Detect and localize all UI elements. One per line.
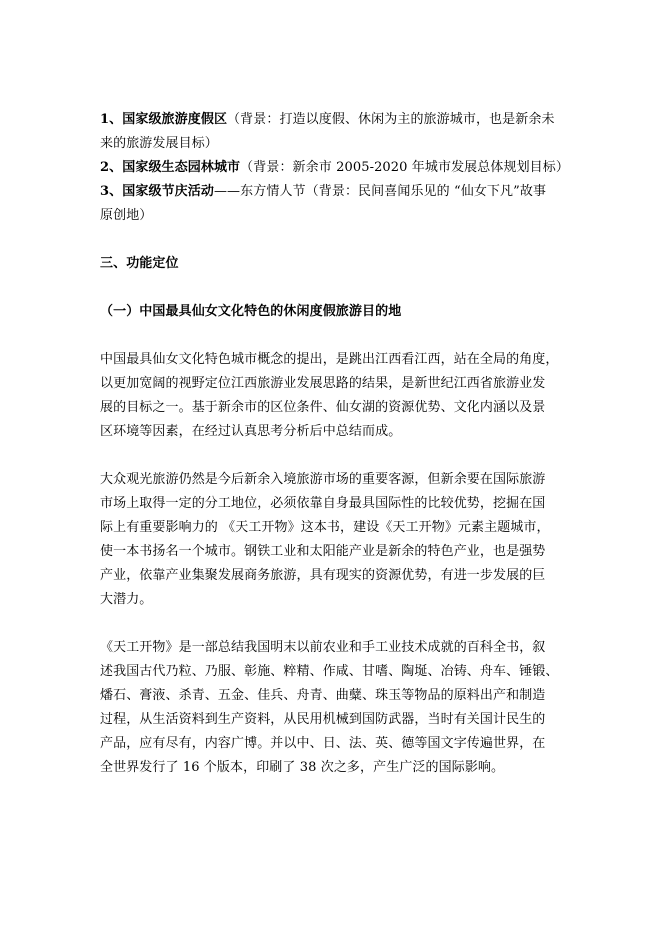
paragraph-line: 大众观光旅游仍然是今后新余入境旅游市场的重要客源，但新余要在国际旅游 [100,472,546,487]
paragraph-line: 区环境等因素，在经过认真思考分析后中总结而成。 [100,424,402,439]
document-body [100,108,569,780]
paragraph-line: 以更加宽阔的视野定位江西旅游业发展思路的结果，是新世纪江西省旅游业发 [100,376,546,391]
list-item-1 [100,108,562,132]
paragraph-line: 过程，从生活资料到生产资料，从民用机械到国防武器，当时有关国计民生的 [100,712,546,727]
paragraph-line: 燔石、膏液、杀青、五金、佳兵、舟青、曲糵、珠玉等物品的原料出产和制造 [100,688,546,703]
section-heading: 三、功能定位 [100,256,179,271]
list-item-3-text: ——东方情人节（背景：民间喜闻乐见的 “仙女下凡”故事 [213,184,547,199]
paragraph-line: 市场上取得一定的分工地位，必须依靠自身最具国际性的比较优势，挖掘在国 [100,496,546,511]
paragraph-1 [100,348,562,444]
paragraph-line: 述我国古代乃粒、乃服、彰施、粹精、作咸、甘嗜、陶埏、冶铸、舟车、锤锻、 [100,664,559,679]
paragraph-line: 全世界发行了 16 个版本，印刷了 38 次之多，产生广泛的国际影响。 [100,760,505,775]
list-item-1-text: （背景：打造以度假、休闲为主的旅游城市，也是新余未 [227,112,555,127]
paragraph-line: 产品，应有尽有，内容广博。并以中、日、法、英、德等国文字传遍世界，在 [100,736,546,751]
paragraph-line: 《天工开物》是一部总结我国明末以前农业和手工业技术成就的百科全书，叙 [100,640,546,655]
paragraph-line: 产业，依靠产业集聚发展商务旅游，具有现实的资源优势，有进一步发展的巨 [100,568,546,583]
list-item-3 [100,180,562,204]
list-item-2 [100,156,569,180]
paragraph-line: 使一本书扬名一个城市。钢铁工业和太阳能产业是新余的特色产业，也是强势 [100,544,546,559]
paragraph-line: 中国最具仙女文化特色城市概念的提出，是跳出江西看江西，站在全局的角度， [100,352,559,367]
list-item-1-continuation: 来的旅游发展目标） [100,136,218,151]
paragraph-line: 际上有重要影响力的 《天工开物》这本书，建设《天工开物》元素主题城市， [100,520,550,535]
paragraph-line: 展的目标之一。基于新余市的区位条件、仙女湖的资源优势、文化内涵以及景 [100,400,546,415]
list-item-3-continuation: 原创地） [100,208,153,223]
list-item-3-title: 3、国家级节庆活动 [100,184,214,199]
list-item-2-title: 2、国家级生态园林城市 [100,160,241,175]
list-item-2-text: （背景：新余市 2005-2020 年城市发展总体规划目标） [240,160,569,175]
list-item-1-title: 1、国家级旅游度假区 [100,112,228,127]
paragraph-3 [100,636,562,780]
sub-heading: （一）中国最具仙女文化特色的休闲度假旅游目的地 [100,304,402,319]
paragraph-2 [100,468,562,612]
paragraph-line: 大潜力。 [100,592,153,607]
